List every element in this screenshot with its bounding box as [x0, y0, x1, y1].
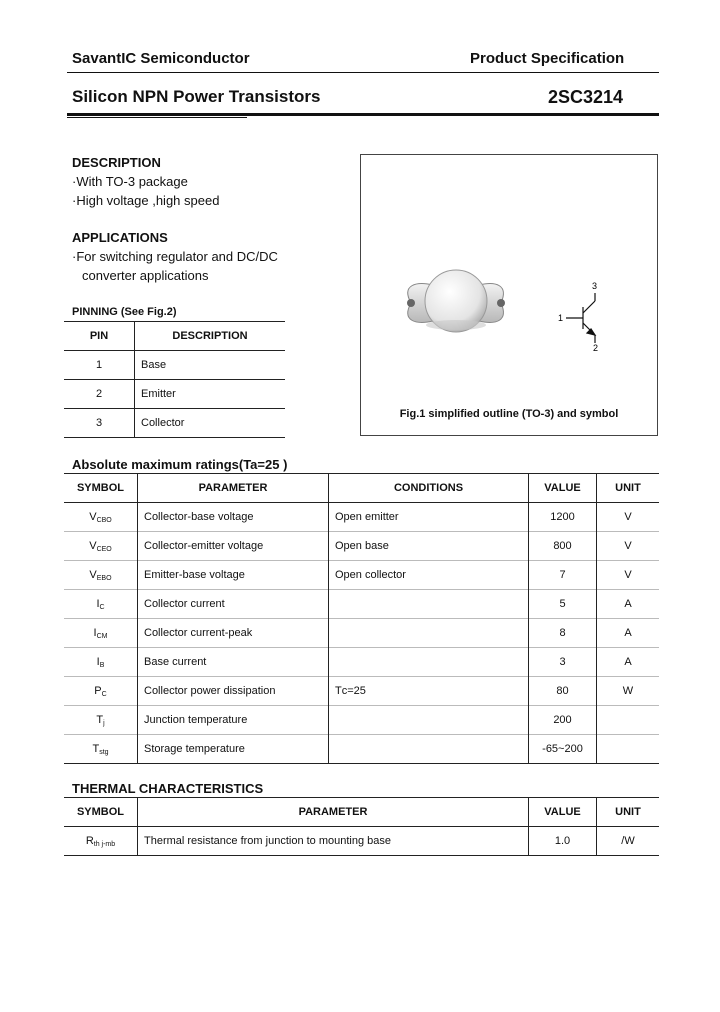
pin-description: Collector	[141, 417, 185, 429]
symbol-cell: $V_{EBO}$	[64, 561, 138, 590]
symbol-pin-label: 1	[558, 313, 564, 323]
to3-package-icon	[407, 270, 505, 332]
unit-column-header: UNIT	[615, 482, 641, 494]
value-cell: 5	[529, 590, 597, 619]
thermal-table	[64, 797, 659, 856]
conditions-cell: Open base	[329, 532, 529, 561]
pin-column-header: PIN	[64, 322, 135, 351]
symbol-cell: $V_{CEO}$	[64, 532, 138, 561]
pin-number: 2	[64, 380, 135, 409]
unit-cell: A	[624, 627, 632, 639]
parameter-cell: Thermal resistance from junction to mounting base	[138, 827, 529, 856]
ratings-table	[64, 473, 659, 764]
header-divider	[67, 72, 659, 73]
conditions-cell	[329, 706, 529, 735]
parameter-cell: Collector-base voltage	[138, 503, 329, 532]
table-row	[64, 827, 659, 856]
conditions-cell	[329, 648, 529, 677]
pin-description: Emitter	[141, 388, 176, 400]
symbol-cell: $T_{stg}$	[64, 735, 138, 764]
table-row	[64, 706, 659, 735]
parameter-cell: Junction temperature	[138, 706, 329, 735]
unit-cell: V	[624, 511, 632, 523]
unit-cell: A	[624, 598, 632, 610]
symbol-cell: $V_{CBO}$	[64, 503, 138, 532]
document-type: Product Specification	[470, 50, 625, 67]
table-row	[64, 677, 659, 706]
symbol-cell: $T_j$	[64, 706, 138, 735]
figure-box	[360, 154, 658, 436]
table-row	[64, 380, 285, 409]
applications-line: ·For switching regulator and DC/DC	[72, 249, 278, 264]
title-divider	[67, 113, 659, 116]
symbol-column-header: SYMBOL	[64, 474, 138, 503]
value-cell: 200	[529, 706, 597, 735]
npn-transistor-symbol-icon	[566, 293, 595, 343]
symbol-cell: $I_{CM}$	[64, 619, 138, 648]
pinning-table	[64, 321, 285, 438]
value-cell: 80	[529, 677, 597, 706]
parameter-cell: Collector-emitter voltage	[138, 532, 329, 561]
applications-line: converter applications	[82, 268, 209, 283]
applications-heading: APPLICATIONS	[72, 230, 168, 245]
value-column-header: VALUE	[529, 798, 597, 827]
table-row	[64, 735, 659, 764]
pinning-heading: PINNING (See Fig.2)	[72, 306, 177, 318]
table-row	[64, 409, 285, 438]
value-cell: 7	[529, 561, 597, 590]
value-cell: -65~200	[529, 735, 597, 764]
part-number: 2SC3214	[548, 87, 624, 107]
conditions-cell	[329, 619, 529, 648]
parameter-cell: Collector current	[138, 590, 329, 619]
pin-number: 3	[64, 409, 135, 438]
value-cell: 800	[529, 532, 597, 561]
company-name: SavantIC Semiconductor	[72, 50, 250, 67]
conditions-cell: Open emitter	[329, 503, 529, 532]
unit-cell: W	[622, 685, 634, 697]
title-divider-accent	[67, 117, 247, 118]
unit-cell: V	[624, 540, 632, 552]
symbol-pin-label: 2	[593, 343, 599, 353]
description-heading: DESCRIPTION	[72, 155, 161, 170]
parameter-cell: Emitter-base voltage	[138, 561, 329, 590]
conditions-cell: Open collector	[329, 561, 529, 590]
conditions-cell	[329, 590, 529, 619]
to3-package-figure	[361, 155, 657, 405]
unit-cell	[597, 735, 660, 764]
table-row	[64, 648, 659, 677]
table-row	[64, 351, 285, 380]
page-title: Silicon NPN Power Transistors	[72, 87, 321, 106]
unit-cell	[597, 706, 660, 735]
unit-cell: /W	[621, 835, 635, 847]
description-line: ·High voltage ,high speed	[72, 193, 220, 208]
unit-cell: A	[624, 656, 632, 668]
conditions-cell: Tᴄ=25	[329, 677, 529, 706]
value-cell: 1200	[529, 503, 597, 532]
parameter-column-header: PARAMETER	[138, 474, 329, 503]
table-row	[64, 503, 659, 532]
parameter-column-header: PARAMETER	[138, 798, 529, 827]
symbol-cell: $P_C$	[64, 677, 138, 706]
description-line: ·With TO-3 package	[72, 174, 188, 189]
parameter-cell: Base current	[138, 648, 329, 677]
parameter-cell: Storage temperature	[138, 735, 329, 764]
symbol-cell: $R_{th j-mb}$	[64, 827, 138, 856]
parameter-cell: Collector power dissipation	[138, 677, 329, 706]
unit-cell: V	[624, 569, 632, 581]
symbol-cell: $I_C$	[64, 590, 138, 619]
figure-caption: Fig.1 simplified outline (TO-3) and symbol	[399, 408, 619, 420]
table-row	[64, 561, 659, 590]
symbol-column-header: SYMBOL	[64, 798, 138, 827]
value-cell: 3	[529, 648, 597, 677]
conditions-cell	[329, 735, 529, 764]
value-column-header: VALUE	[529, 474, 597, 503]
description-column-header: DESCRIPTION	[172, 330, 248, 342]
symbol-pin-label: 3	[592, 281, 598, 291]
symbol-cell: $I_B$	[64, 648, 138, 677]
value-cell: 8	[529, 619, 597, 648]
table-row	[64, 532, 659, 561]
unit-column-header: UNIT	[615, 806, 641, 818]
pin-description: Base	[141, 359, 167, 371]
table-row	[64, 590, 659, 619]
ratings-heading: Absolute maximum ratings(Ta=25 )	[72, 457, 288, 472]
value-cell: 1.0	[529, 827, 597, 856]
thermal-heading: THERMAL CHARACTERISTICS	[72, 781, 264, 796]
pin-number: 1	[64, 351, 135, 380]
parameter-cell: Collector current-peak	[138, 619, 329, 648]
conditions-column-header: CONDITIONS	[329, 474, 529, 503]
table-row	[64, 619, 659, 648]
